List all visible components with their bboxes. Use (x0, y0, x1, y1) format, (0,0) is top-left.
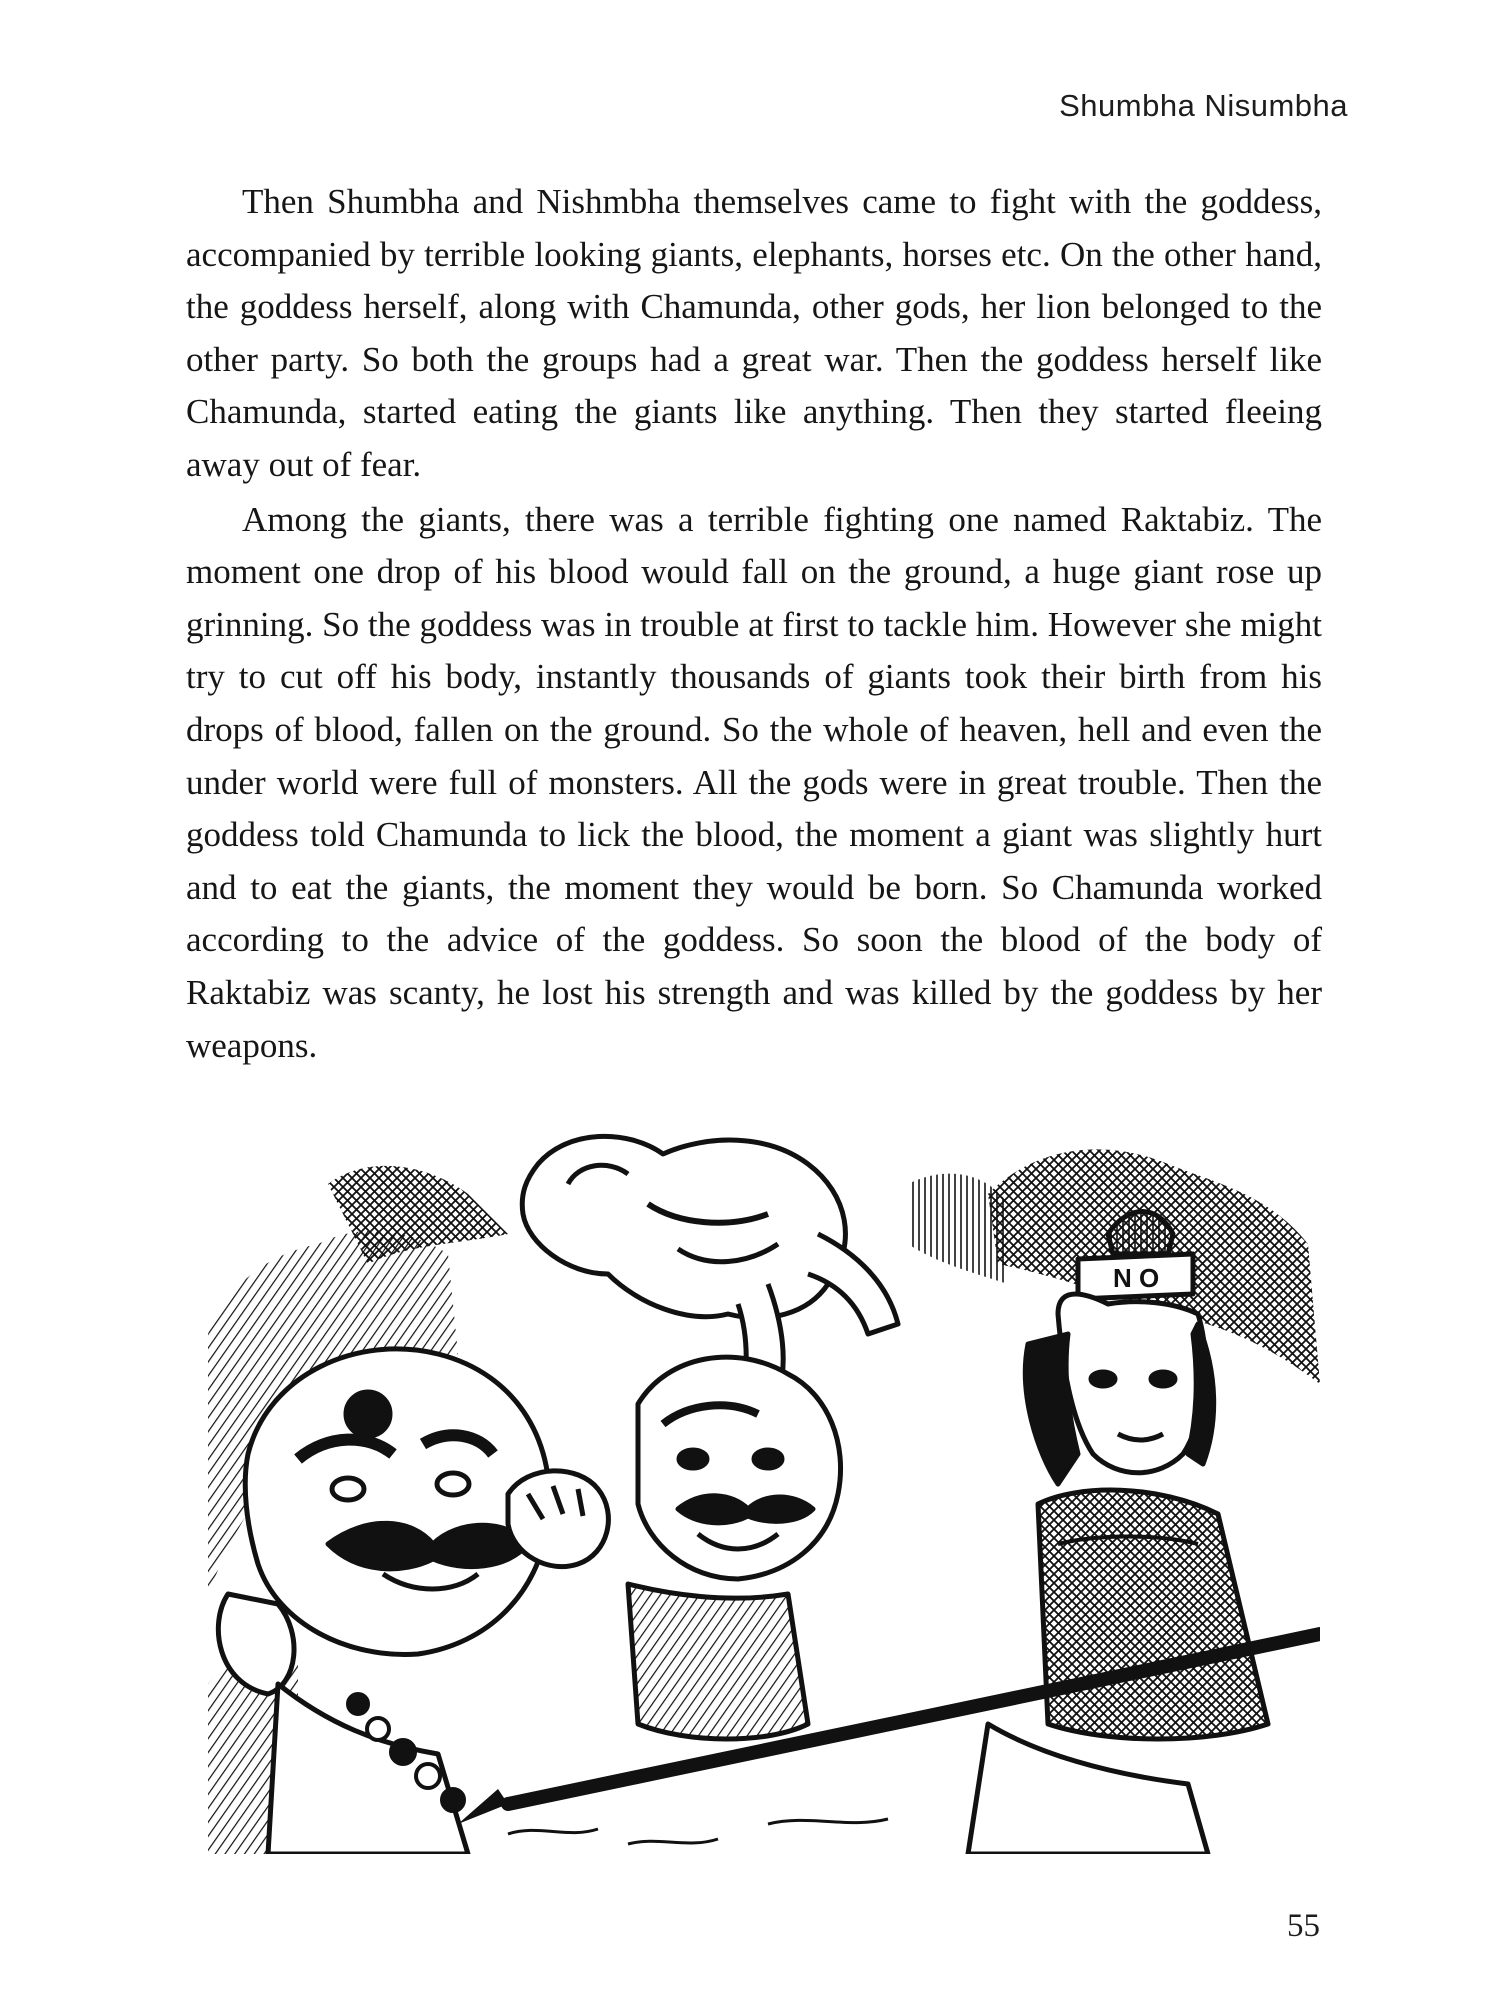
body-text (186, 176, 1322, 1072)
svg-text:N O: N O (1113, 1263, 1160, 1293)
page-number: 55 (1287, 1908, 1320, 1944)
battle-illustration-drawing (208, 1124, 1320, 1854)
central-giant (628, 1357, 841, 1739)
raised-fist (508, 1471, 608, 1567)
paragraph-2: Among the giants, there was a terrible fighting one named Raktabiz. The moment one drop of his blood would fall on the ground, a huge giant rose up grinning. So the goddess was in trouble at first to tackle him. However she might try to cut off his body, instantly thousands of giants took their birth from his drops of blood, fallen on the ground. So the whole of heaven, hell and even the under world were full of monsters. All the gods were in great trouble. Then the goddess told Chamunda to lick the blood, the moment a giant was slightly hurt and to eat the giants, the moment they would be born. So Chamunda worked according to the advice of the goddess. So soon the blood of the body of Raktabiz was scanty, he lost his strength and was killed by the goddess by her weapons. (186, 499, 1322, 1065)
ground-texture (508, 1819, 888, 1844)
paragraph-1: Then Shumbha and Nishmbha themselves came to fight with the goddess, accompanied by terrible looking giants, elephants, horses etc. On the other hand, the goddess herself, along with Chamunda, other gods, her lion belonged to the other party. So both the groups had a great war. Then the goddess herself like Chamunda, started eating the giants like anything. Then they started fleeing away out of fear. (186, 182, 1322, 484)
battle-illustration (208, 1124, 1320, 1854)
running-header: Shumbha Nisumbha (1059, 88, 1348, 123)
